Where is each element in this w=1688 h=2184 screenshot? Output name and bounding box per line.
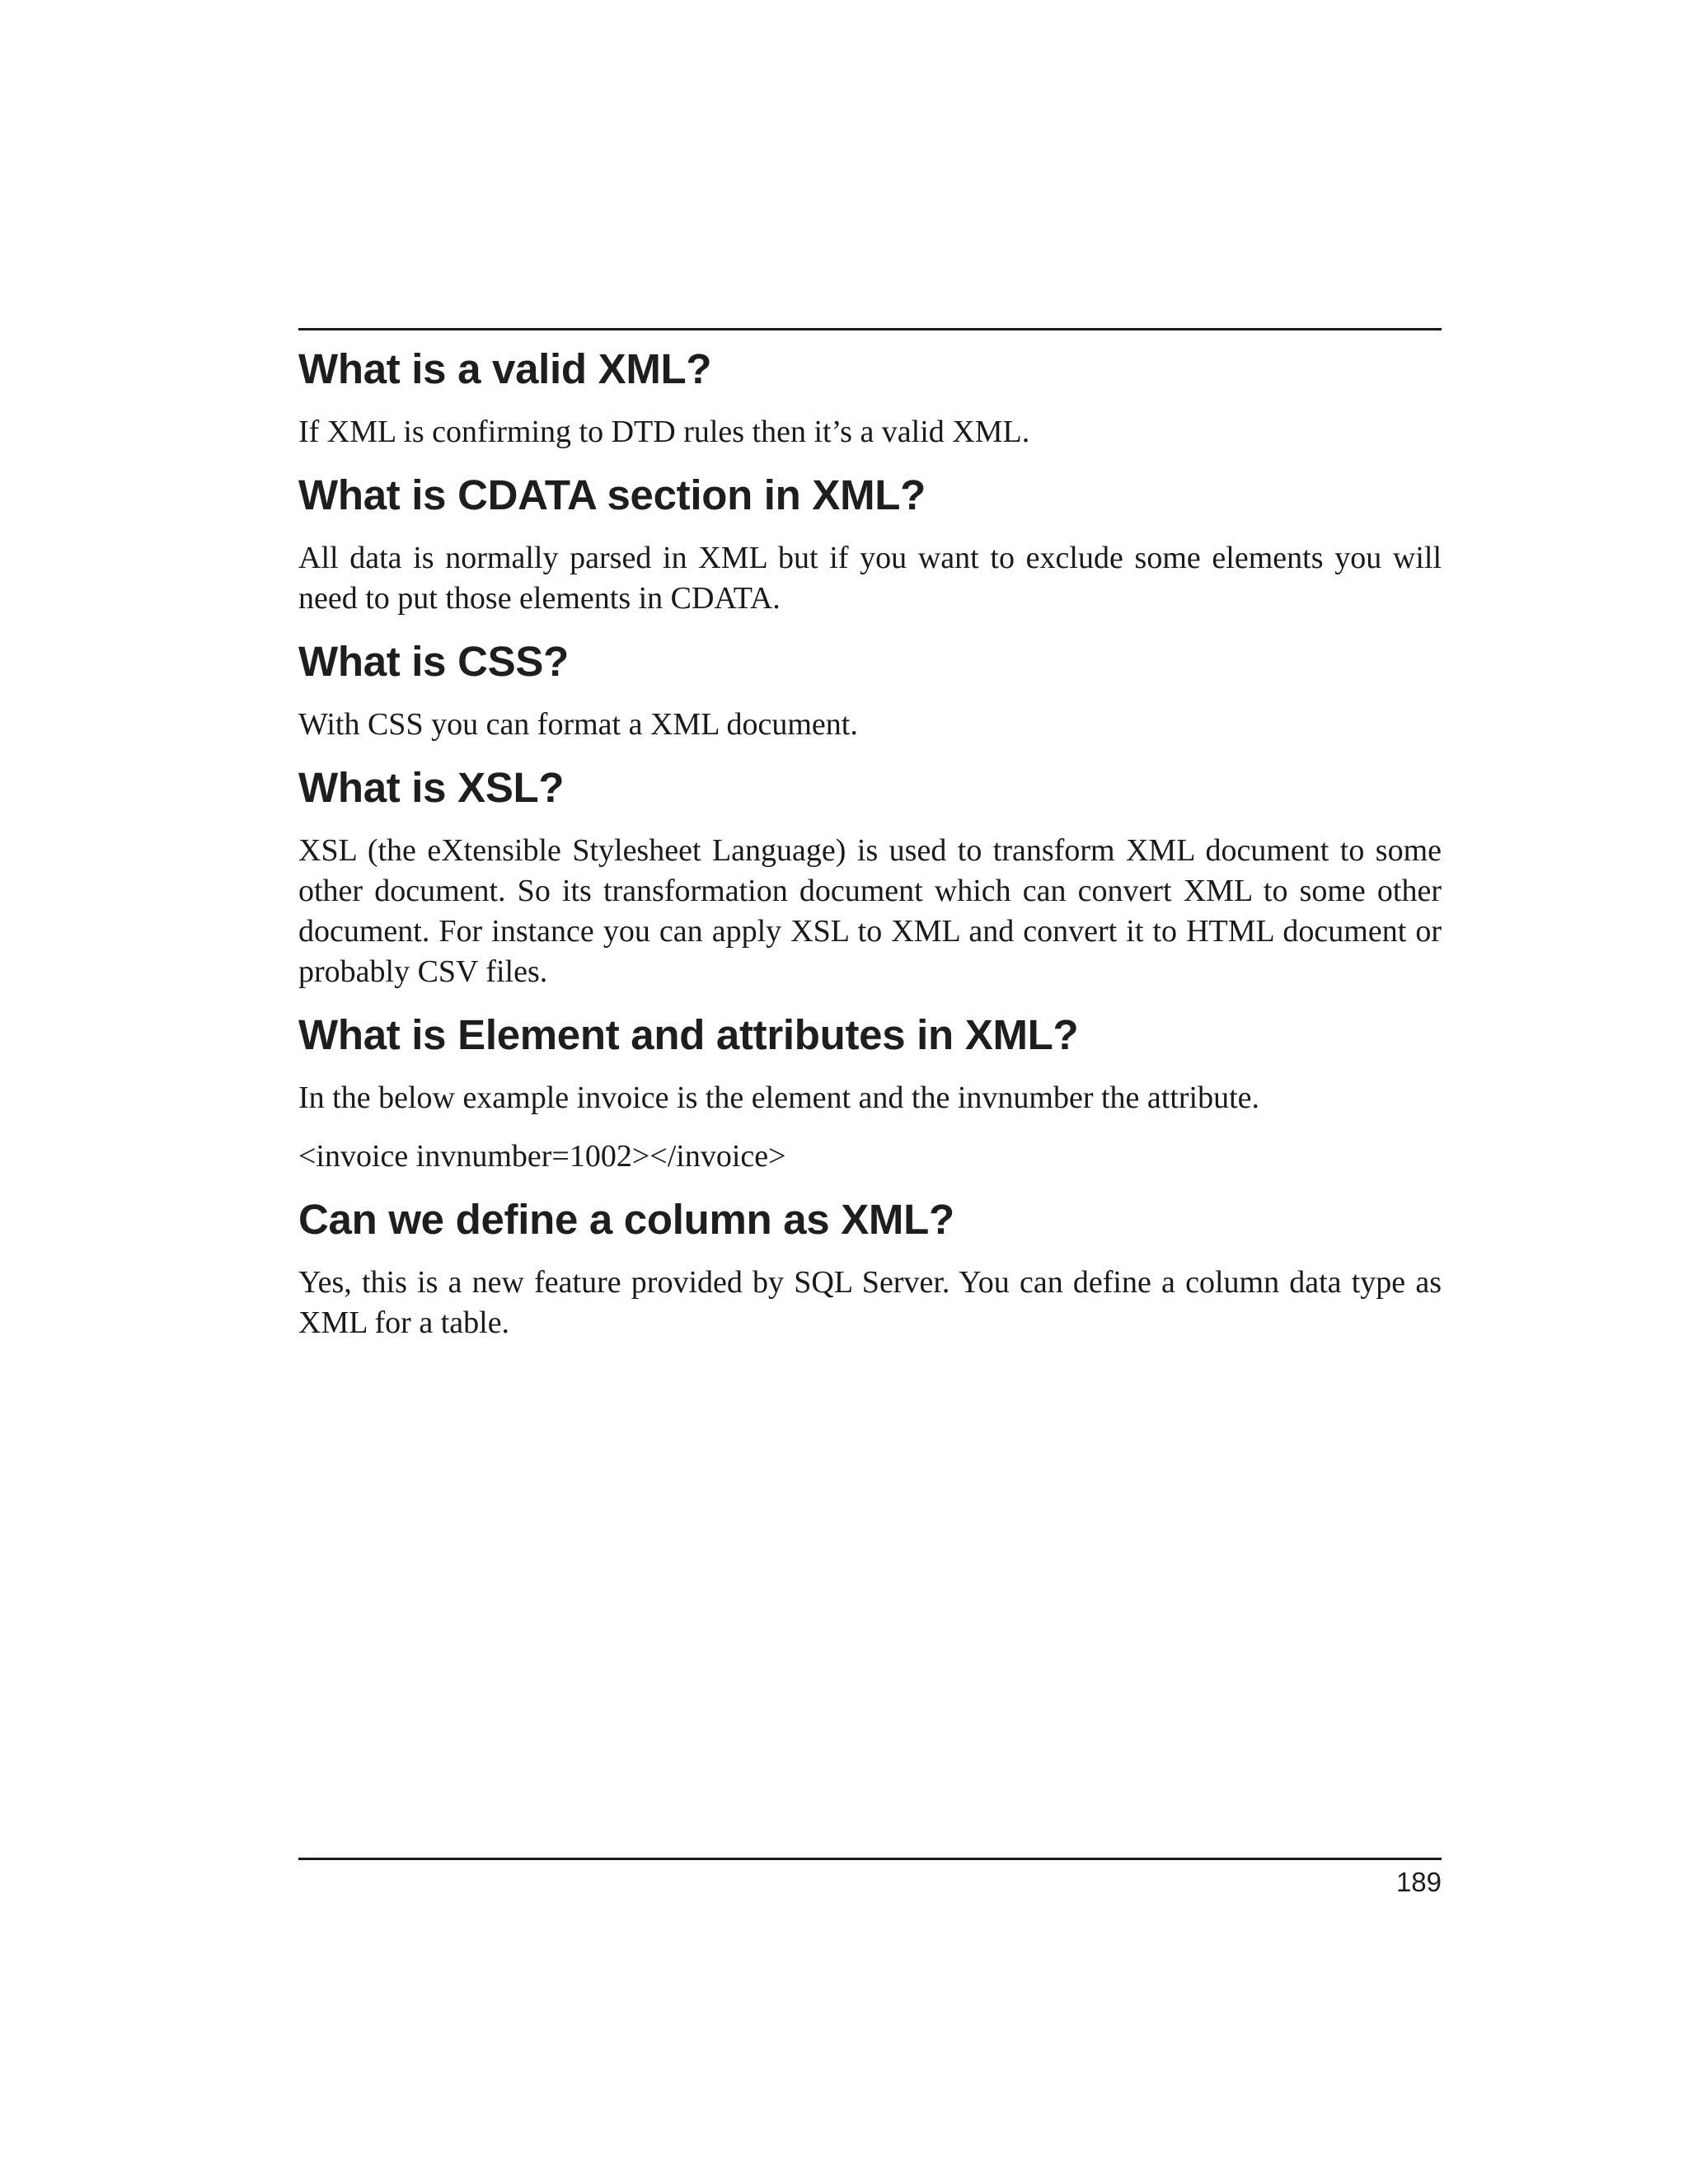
section-body: In the below example invoice is the element and the invnumber the attribute. xyxy=(298,1080,1260,1115)
section-heading: What is CDATA section in XML? xyxy=(298,471,926,518)
top-rule xyxy=(298,328,1442,330)
section-body: Yes, this is a new feature provided by SQL Server. You can define a column data type as XML for a table. xyxy=(298,1265,1442,1340)
section-cdata xyxy=(298,471,1442,619)
section-heading: What is a valid XML? xyxy=(298,345,712,392)
page-content xyxy=(298,344,1442,1361)
section-element-attributes xyxy=(298,1010,1442,1177)
section-body: All data is normally parsed in XML but if you want to exclude some elements you will need to put those elements in CDATA. xyxy=(298,541,1442,616)
section-heading: What is CSS? xyxy=(298,638,569,685)
code-example: <invoice invnumber=1002></invoice> xyxy=(298,1139,786,1174)
section-body: With CSS you can format a XML document. xyxy=(298,707,858,742)
section-heading: Can we define a column as XML? xyxy=(298,1196,954,1243)
section-body: If XML is confirming to DTD rules then it’s a valid XML. xyxy=(298,415,1030,449)
section-valid-xml xyxy=(298,344,1442,452)
section-css xyxy=(298,637,1442,745)
section-heading: What is XSL? xyxy=(298,764,565,811)
section-xsl xyxy=(298,763,1442,992)
section-heading: What is Element and attributes in XML? xyxy=(298,1011,1079,1058)
bottom-rule xyxy=(298,1858,1442,1860)
book-page xyxy=(298,0,1442,2184)
section-body: XSL (the eXtensible Stylesheet Language) is used to transform XML document to some other document. So its transformation document which can convert XML to some other document. For instance you can apply XSL to XML and convert it to HTML document or probably CSV files. xyxy=(298,833,1442,989)
section-column-xml xyxy=(298,1195,1442,1343)
page-number: 189 xyxy=(1395,1867,1442,1897)
